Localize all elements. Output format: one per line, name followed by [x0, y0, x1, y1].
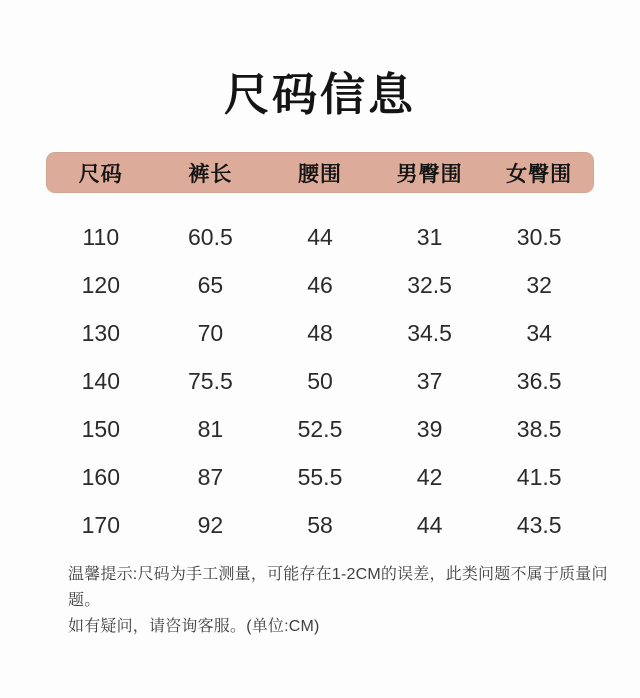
table-row: [46, 261, 594, 309]
table-cell: 38.5: [516, 415, 562, 442]
table-cell: 44: [307, 223, 333, 250]
table-cell: 32.5: [407, 271, 452, 298]
table-row: [46, 309, 594, 357]
table-row: [46, 501, 594, 549]
table-cell: 75.5: [188, 367, 233, 394]
table-cell: 140: [81, 367, 120, 394]
table-cell: 60.5: [188, 223, 233, 250]
table-cell: 170: [81, 511, 120, 538]
disclaimer-line-1: 温馨提示:尺码为手工测量，可能存在1-2CM的误差，此类问题不属于质量问题。: [68, 566, 608, 609]
table-cell: 92: [197, 511, 224, 538]
table-cell: 37: [416, 367, 443, 394]
column-header-female-hip: 女臀围: [506, 162, 573, 186]
table-cell: 120: [81, 271, 120, 298]
table-cell: 87: [197, 463, 224, 490]
table-cell: 70: [197, 319, 224, 346]
table-cell: 41.5: [516, 463, 562, 490]
table-cell: 43.5: [516, 511, 562, 538]
table-cell: 31: [416, 223, 443, 250]
column-header-male-hip: 男臀围: [396, 162, 463, 186]
table-cell: 130: [81, 319, 120, 346]
table-row: [46, 405, 594, 453]
table-row: [46, 453, 594, 501]
table-body: [46, 213, 594, 549]
table-cell: 32: [526, 271, 552, 298]
table-cell: 39: [416, 415, 443, 442]
column-header-size: 尺码: [78, 162, 123, 186]
table-cell: 110: [82, 223, 120, 250]
size-table: [46, 152, 594, 549]
table-cell: 42: [416, 463, 443, 490]
table-cell: 46: [307, 271, 333, 298]
table-cell: 34.5: [407, 319, 452, 346]
table-cell: 50: [307, 367, 333, 394]
table-cell: 30.5: [516, 223, 562, 250]
table-cell: 65: [197, 271, 224, 298]
table-cell: 36.5: [516, 367, 562, 394]
table-cell: 34: [526, 319, 552, 346]
page-title: 尺码信息: [223, 69, 416, 120]
table-cell: 58: [307, 511, 333, 538]
table-row: [46, 357, 594, 405]
table-cell: 160: [81, 463, 120, 490]
table-cell: 150: [81, 415, 120, 442]
disclaimer-line-2: 如有疑问，请咨询客服。(单位:CM): [68, 618, 320, 635]
table-cell: 52.5: [297, 415, 343, 442]
table-cell: 81: [197, 415, 224, 442]
table-cell: 55.5: [297, 463, 343, 490]
column-header-waist: 腰围: [297, 162, 342, 186]
column-header-pants-length: 裤长: [188, 162, 233, 186]
table-cell: 48: [307, 319, 333, 346]
table-header-row: [46, 152, 594, 193]
disclaimer-note: [68, 562, 640, 640]
table-cell: 44: [416, 511, 443, 538]
table-row: [46, 213, 594, 261]
